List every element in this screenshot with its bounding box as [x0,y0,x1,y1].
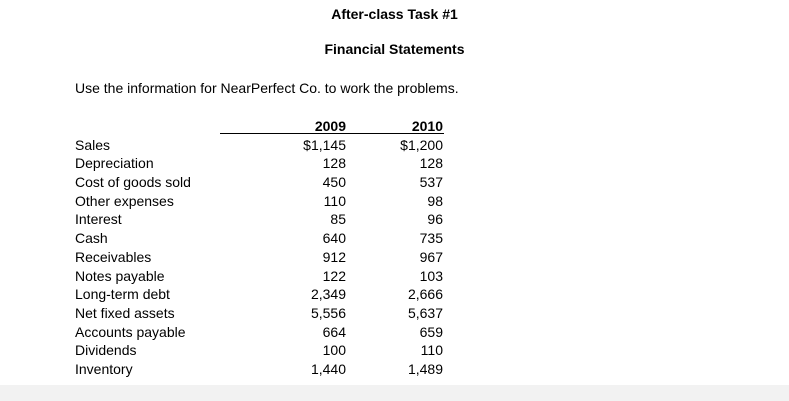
table-row [75,341,443,360]
table-body [75,136,443,379]
page-title: After-class Task #1 [331,6,458,22]
value-2010: 735 [419,230,443,247]
value-2009: 110 [323,192,346,209]
value-2009: 5,556 [310,304,346,321]
value-2009: $1,145 [303,136,346,153]
value-2010: $1,200 [400,136,443,153]
row-label: Receivables [75,248,152,265]
table-row [75,210,443,229]
table-row [75,173,443,192]
value-2009: 128 [322,155,346,172]
value-2010: 103 [419,267,443,284]
value-2010: 96 [427,211,443,228]
value-2010: 98 [427,192,443,209]
row-label: Cost of goods sold [75,174,191,191]
value-2009: 450 [322,174,346,191]
row-label: Other expenses [75,192,174,209]
row-label: Interest [75,211,122,228]
value-2009: 2,349 [310,286,346,303]
value-2010: 5,637 [407,304,443,321]
value-2010: 659 [419,323,443,340]
header-underline [220,133,444,134]
value-2010: 128 [419,155,443,172]
row-label: Accounts payable [75,323,186,340]
value-2009: 640 [322,230,346,247]
row-label: Depreciation [75,155,154,172]
table-row [75,136,443,155]
value-2009: 664 [322,323,346,340]
bottom-band [0,385,789,401]
table-row [75,285,443,304]
value-2009: 85 [330,211,346,228]
table-row [75,323,443,342]
table-row [75,267,443,286]
row-label: Notes payable [75,267,165,284]
header-2010-text: 2010 [411,118,443,134]
table-row [75,248,443,267]
page-subtitle: Financial Statements [324,41,465,57]
table-row [75,192,443,211]
value-2010: 1,489 [407,360,443,377]
row-label: Cash [75,230,108,247]
header-2009-text: 2009 [314,118,346,134]
value-2010: 2,666 [407,286,443,303]
row-label: Inventory [75,360,133,377]
table-row [75,154,443,173]
row-label: Net fixed assets [75,304,175,321]
value-2009: 912 [322,248,346,265]
row-label: Dividends [75,342,137,359]
value-2010: 967 [419,248,443,265]
row-label: Sales [75,136,111,153]
value-2009: 1,440 [310,360,346,377]
value-2010: 537 [419,174,443,191]
value-2010: 110 [420,342,443,359]
instructions-text: Use the information for NearPerfect Co. to work the problems. [75,80,459,96]
financial-table [75,117,443,379]
table-row [75,229,443,248]
table-row [75,304,443,323]
row-label: Long-term debt [75,286,170,303]
value-2009: 122 [322,267,346,284]
value-2009: 100 [322,342,346,359]
table-row [75,360,443,379]
